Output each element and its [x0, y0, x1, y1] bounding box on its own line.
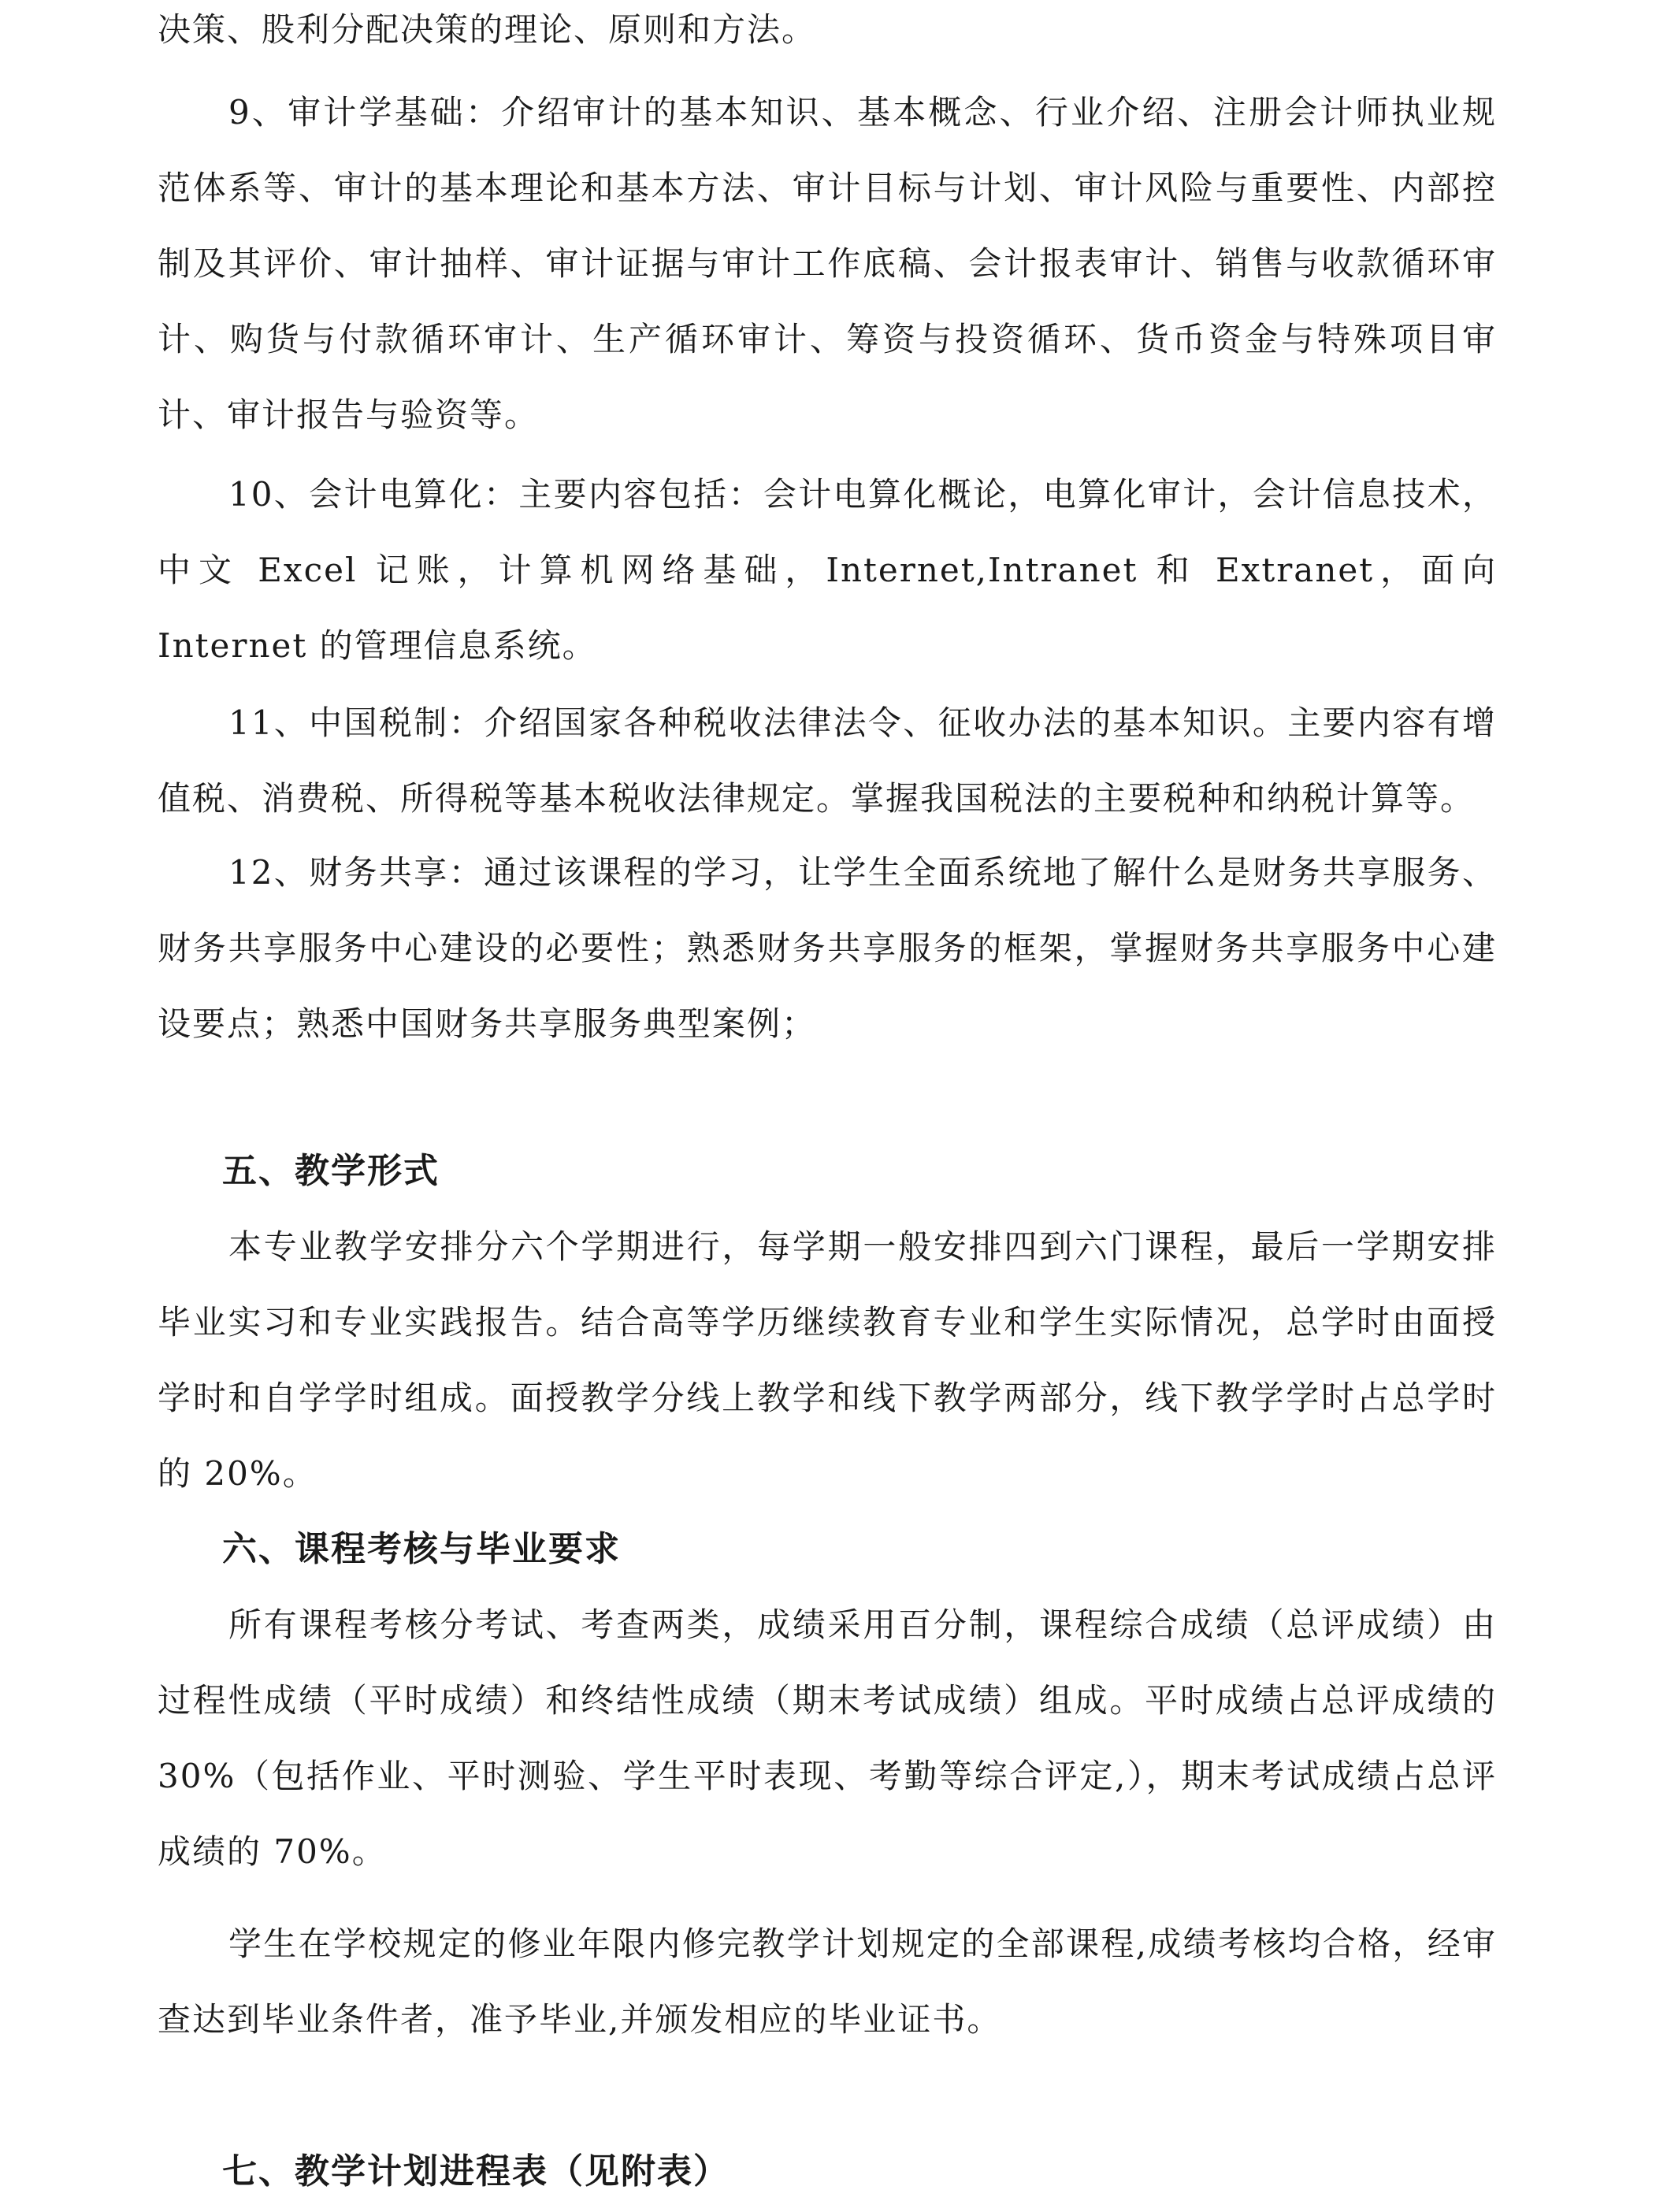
paragraph-audit-basics: 9、审计学基础：介绍审计的基本知识、基本概念、行业介绍、注册会计师执业规范体系等、审计的基本理论和基本方法、审计目标与计划、审计风险与重要性、内部控制及其评价、审计抽样、审计证据与审计工作底稿、会计报表审计、销售与收款循环审计、购货与付款循环审计、生产循环审计、筹资与投资循环、货币资金与特殊项目审计、审计报告与验资等。: [158, 93, 1497, 434]
section-5-title: 五、教学形式: [222, 1151, 440, 1191]
paragraph-intro: 决策、股利分配决策的理论、原则和方法。: [158, 10, 817, 49]
section-6-title: 六、课程考核与毕业要求: [222, 1529, 621, 1569]
section-6-body-1: 所有课程考核分考试、考查两类，成绩采用百分制，课程综合成绩（总评成绩）由过程性成绩（平时成绩）和终结性成绩（期末考试成绩）组成。平时成绩占总评成绩的 30%（包括作业、平时测验、学生平时表现、考勤等综合评定,），期末考试成绩占总评成绩的 70%。: [158, 1605, 1497, 1871]
paragraph-accounting-computerization: 10、会计电算化：主要内容包括：会计电算化概论，电算化审计，会计信息技术，中文 Excel 记账，计算机网络基础，Internet,Intranet 和 Extranet，面向 Internet 的管理信息系统。: [158, 475, 1498, 665]
section-7-title: 七、教学计划进程表（见附表）: [222, 2151, 730, 2192]
section-5-body: 本专业教学安排分六个学期进行，每学期一般安排四到六门课程，最后一学期安排毕业实习和专业实践报告。结合高等学历继续教育专业和学生实际情况，总学时由面授学时和自学学时组成。面授教学分线上教学和线下教学两部分，线下教学学时占总学时的 20%。: [158, 1227, 1497, 1493]
paragraph-financial-sharing: 12、财务共享：通过该课程的学习，让学生全面系统地了解什么是财务共享服务、财务共享服务中心建设的必要性；熟悉财务共享服务的框架，掌握财务共享服务中心建设要点；熟悉中国财务共享服务典型案例；: [158, 853, 1497, 1043]
section-6-body-2: 学生在学校规定的修业年限内修完教学计划规定的全部课程,成绩考核均合格，经审查达到毕业条件者，准予毕业,并颁发相应的毕业证书。: [158, 1924, 1497, 2039]
paragraph-china-tax: 11、中国税制：介绍国家各种税收法律法令、征收办法的基本知识。主要内容有增值税、消费税、所得税等基本税收法律规定。掌握我国税法的主要税种和纳税计算等。: [158, 703, 1497, 818]
